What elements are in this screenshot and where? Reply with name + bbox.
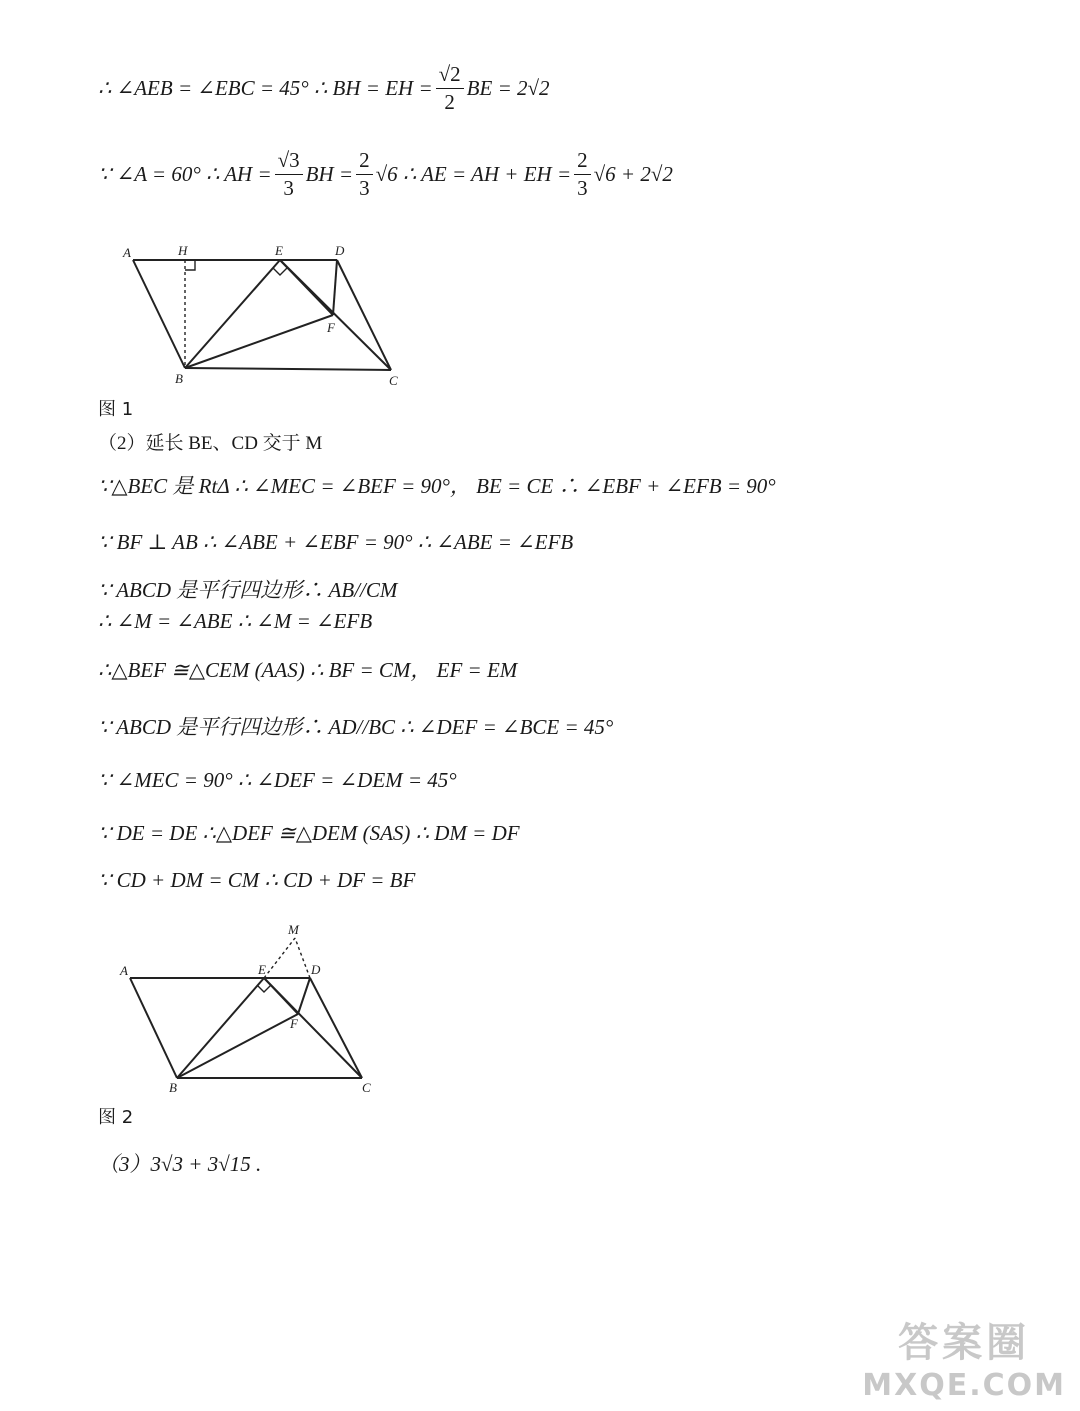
part2-line-4: ∴ ∠M = ∠ABE ∴ ∠M = ∠EFB bbox=[98, 609, 373, 633]
part2-line-1: ∵△BEC 是 RtΔ ∴ ∠MEC = ∠BEF = 90°， BE = CE ∴ ∠EBF + ∠EFB = 90° bbox=[98, 474, 776, 498]
label-E: E bbox=[258, 962, 266, 977]
part2-intro: （2）延长 BE、CD 交于 M bbox=[98, 433, 323, 454]
watermark-top: 答案圈 bbox=[898, 1320, 1031, 1366]
line1-part-a: ∴ ∠AEB = ∠EBC = 45° ∴ BH = EH = bbox=[98, 76, 433, 100]
label-H: H bbox=[178, 243, 188, 258]
label-A: A bbox=[120, 963, 128, 978]
right-angle-mark-E bbox=[273, 268, 287, 275]
figure-2-caption: 图 2 bbox=[98, 1107, 134, 1128]
edge-EF bbox=[280, 260, 333, 315]
watermark-logo bbox=[862, 1311, 1066, 1403]
part2-line-7: ∵ ∠MEC = 90° ∴ ∠DEF = ∠DEM = 45° bbox=[98, 768, 457, 792]
label-C: C bbox=[389, 373, 398, 388]
edge-DF bbox=[298, 978, 310, 1014]
fraction-sqrt3-over-3: $\frac{√3}{3}$ bbox=[275, 150, 303, 199]
line1-part-b: BE = 2√2 bbox=[466, 76, 550, 100]
line2-part-a: ∵ ∠A = 60° ∴ AH = bbox=[98, 162, 272, 186]
fraction-2-over-3-a: $\frac{2}{3}$ bbox=[356, 150, 373, 199]
part2-line-6: ∵ ABCD 是平行四边形∴ AD//BC ∴ ∠DEF = ∠BCE = 45° bbox=[98, 715, 614, 739]
edge-DC bbox=[310, 978, 362, 1078]
label-D: D bbox=[311, 962, 321, 977]
label-B: B bbox=[175, 371, 183, 386]
edge-EF bbox=[264, 978, 298, 1014]
edge-DF bbox=[333, 260, 337, 315]
label-A: A bbox=[123, 245, 131, 260]
edge-BE bbox=[177, 978, 264, 1078]
edge-DC bbox=[337, 260, 391, 370]
figure-2-diagram bbox=[112, 918, 392, 1098]
watermark-bottom: MXQE.COM bbox=[862, 1368, 1066, 1403]
label-F: F bbox=[327, 320, 335, 335]
line2-part-c: √6 ∴ AE = AH + EH = bbox=[375, 162, 572, 186]
solution-line-1 bbox=[98, 64, 550, 113]
fraction-2-over-3-b: $\frac{2}{3}$ bbox=[574, 150, 591, 199]
label-C: C bbox=[362, 1080, 371, 1095]
part2-line-3: ∵ ABCD 是平行四边形∴ AB//CM bbox=[98, 578, 398, 602]
label-E: E bbox=[275, 243, 283, 258]
part2-line-8: ∵ DE = DE ∴△DEF ≅△DEM (SAS) ∴ DM = DF bbox=[98, 821, 520, 845]
figure-1-caption: 图 1 bbox=[98, 399, 134, 420]
part3-answer: （3）3√3 + 3√15 . bbox=[98, 1152, 262, 1176]
fraction-sqrt2-over-2: $\frac{√2}{2}$ bbox=[436, 64, 464, 113]
label-D: D bbox=[335, 243, 345, 258]
part2-line-2: ∵ BF ⊥ AB ∴ ∠ABE + ∠EBF = 90° ∴ ∠ABE = ∠EFB bbox=[98, 530, 574, 554]
part2-line-5: ∴△BEF ≅△CEM (AAS) ∴ BF = CM， EF = EM bbox=[98, 658, 518, 682]
right-angle-mark-E bbox=[257, 985, 271, 992]
label-F: F bbox=[290, 1016, 298, 1031]
part2-line-9: ∵ CD + DM = CM ∴ CD + DF = BF bbox=[98, 868, 416, 892]
label-B: B bbox=[169, 1080, 177, 1095]
right-angle-mark-H bbox=[185, 260, 195, 270]
edge-AB bbox=[130, 978, 177, 1078]
extension-DM bbox=[295, 938, 310, 978]
edge-AB bbox=[133, 260, 185, 368]
edge-BF bbox=[177, 1014, 298, 1078]
label-M: M bbox=[288, 922, 299, 937]
extension-EM bbox=[264, 938, 295, 978]
solution-line-2 bbox=[98, 150, 673, 199]
line2-part-b: BH = bbox=[305, 162, 354, 186]
figure-1-diagram bbox=[115, 240, 415, 390]
line2-part-d: √6 + 2√2 bbox=[593, 162, 673, 186]
edge-BC bbox=[185, 368, 391, 370]
